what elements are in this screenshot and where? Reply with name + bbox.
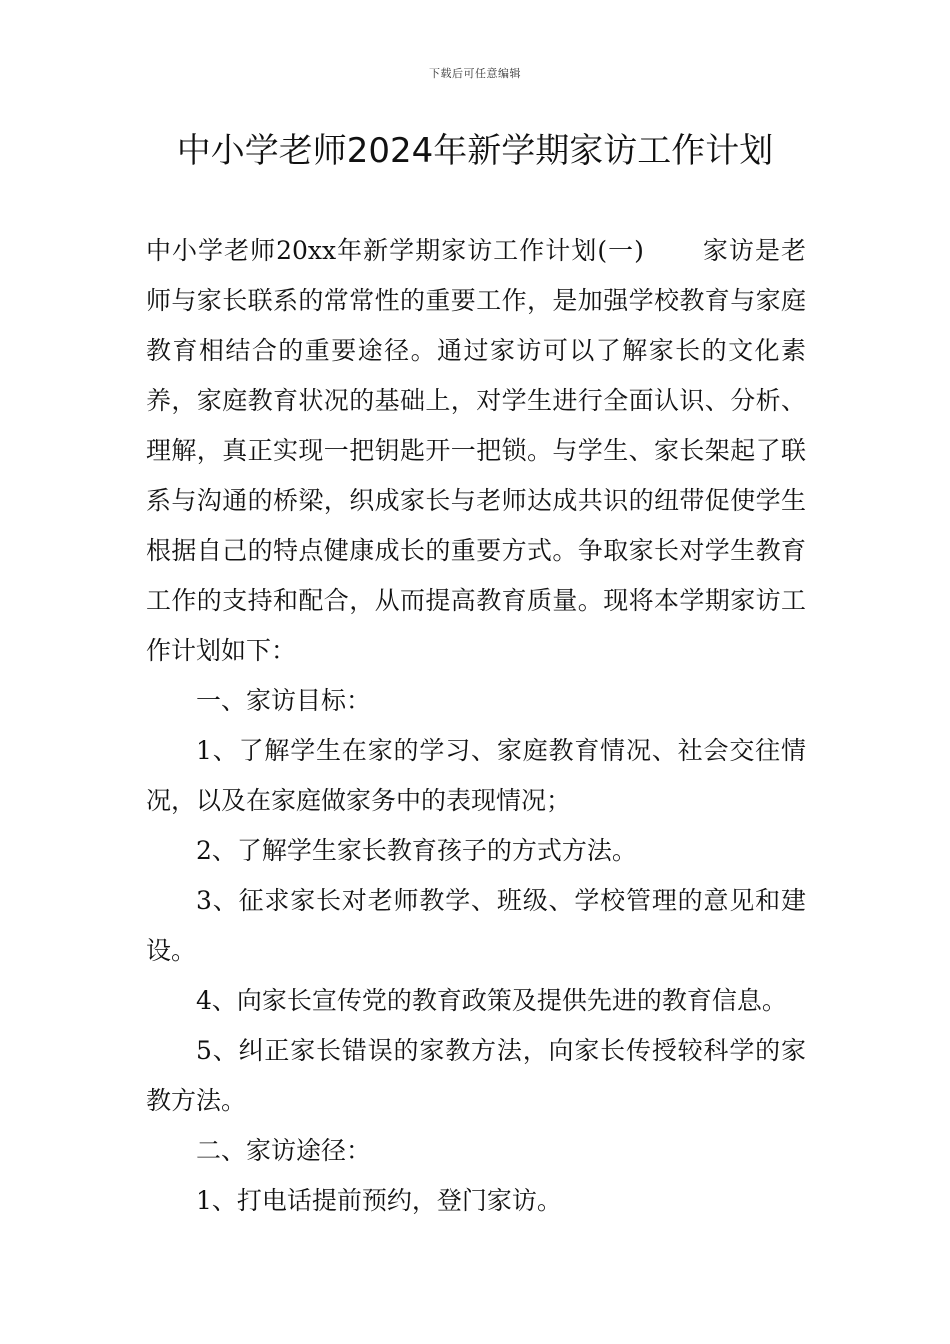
goal-item-5: 5、纠正家长错误的家教方法，向家长传授较科学的家教方法。 [146,1036,806,1115]
section-heading-goals: 一、家访目标： [196,686,372,715]
intro-subtitle: 中小学老师20xx年新学期家访工作计划(一) [146,236,644,265]
document-title: 中小学老师2024年新学期家访工作计划 [176,131,774,171]
section-heading-methods: 二、家访途径： [196,1136,372,1165]
goal-item-1: 1、了解学生在家的学习、家庭教育情况、社会交往情况，以及在家庭做家务中的表现情况； [146,736,806,815]
method-item-1: 1、打电话提前预约，登门家访。 [196,1186,562,1215]
goal-item-4: 4、向家长宣传党的教育政策及提供先进的教育信息。 [196,986,787,1015]
document-body [146,226,806,1226]
intro-text: 家访是老师与家长联系的常常性的重要工作，是加强学校教育与家庭教育相结合的重要途径。通过家访可以了解家长的文化素养，家庭教育状况的基础上，对学生进行全面认识、分析、理解，真正实现一把钥匙开一把锁。与学生、家长架起了联系与沟通的桥梁，织成家长与老师达成共识的纽带促使学生根据自己的特点健康成长的重要方式。争取家长对学生教育工作的支持和配合，从而提高教育质量。现将本学期家访工作计划如下： [146,236,806,665]
header-note: 下载后可任意编辑 [429,67,521,80]
goal-item-2: 2、了解学生家长教育孩子的方式方法。 [196,836,637,865]
goal-item-3: 3、征求家长对老师教学、班级、学校管理的意见和建设。 [146,886,806,965]
intro-paragraph [146,226,806,676]
